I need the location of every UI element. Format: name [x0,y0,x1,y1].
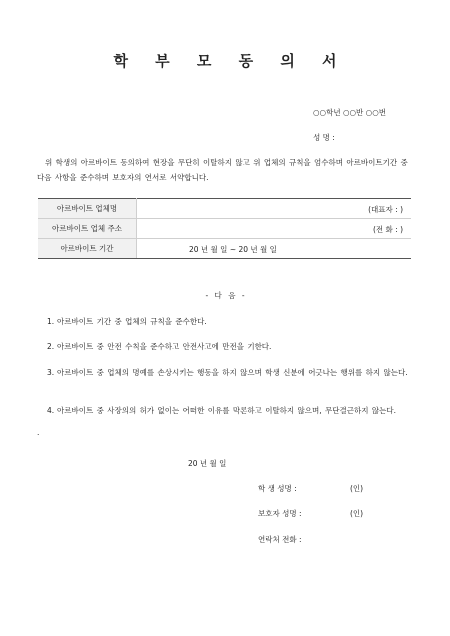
condition-number: 2. [47,342,55,351]
condition-item [47,366,417,379]
student-signature-label: 학 생 성명 : [258,484,297,493]
conditions-heading: - 다 음 - [205,291,245,300]
work-period-label: 아르바이트 기간 [38,239,137,259]
condition-text: 아르바이트 중 업체의 명예를 손상시키는 행동을 하지 않으며 학생 신분에 어긋나는 행위를 하지 않는다. [57,368,408,377]
condition-number: 4. [47,406,55,415]
student-seal-mark: (인) [350,484,364,493]
condition-text: 아르바이트 기간 중 업체의 규칙을 준수한다. [57,317,207,326]
signing-date: 20 년 월 일 [188,459,227,468]
work-period-dates: 20 년 월 일 ~ 20 년 월 일 [189,245,277,254]
condition-number: 3. [47,368,55,377]
company-address-label: 아르바이트 업체 주소 [38,219,137,239]
representative-field: (대표자 : ) [368,205,403,214]
condition-number: 1. [47,317,55,326]
guardian-signature-label: 보호자 성명 : [258,509,302,518]
contact-phone-label: 연락처 전화 : [258,535,302,544]
table-row [38,199,411,219]
document-title: 학 부 모 동 의 서 [113,52,348,70]
condition-item [47,404,417,417]
table-row [38,239,411,259]
work-period-cell [137,239,412,259]
stray-mark: . [37,428,40,437]
guardian-seal-mark: (인) [350,509,364,518]
student-grade-class-number: ○○학년 ○○반 ○○번 [313,108,387,117]
workplace-info-table [38,198,411,259]
company-address-cell [137,219,412,239]
intro-paragraph: 위 학생의 아르바이트 동의하여 현장을 무단히 이탈하지 않고 위 업체의 규칙을 엄수하며 아르바이트기간 중 다음 사항을 준수하며 보호자의 연서로 서약합니다. [37,158,408,182]
condition-item [47,340,417,353]
condition-text: 아르바이트 중 안전 수칙을 준수하고 안전사고에 만전을 기한다. [57,342,272,351]
company-name-cell [137,199,412,219]
phone-field: (전 화 : ) [372,225,403,234]
condition-text: 아르바이트 중 사장의의 허가 없이는 어떠한 이유를 막론하고 이탈하지 않으며, 무단결근하지 않는다. [57,406,397,415]
condition-item [47,315,417,328]
student-name-label: 성 명 : [313,133,335,142]
table-row [38,219,411,239]
company-name-label: 아르바이트 업체명 [38,199,137,219]
